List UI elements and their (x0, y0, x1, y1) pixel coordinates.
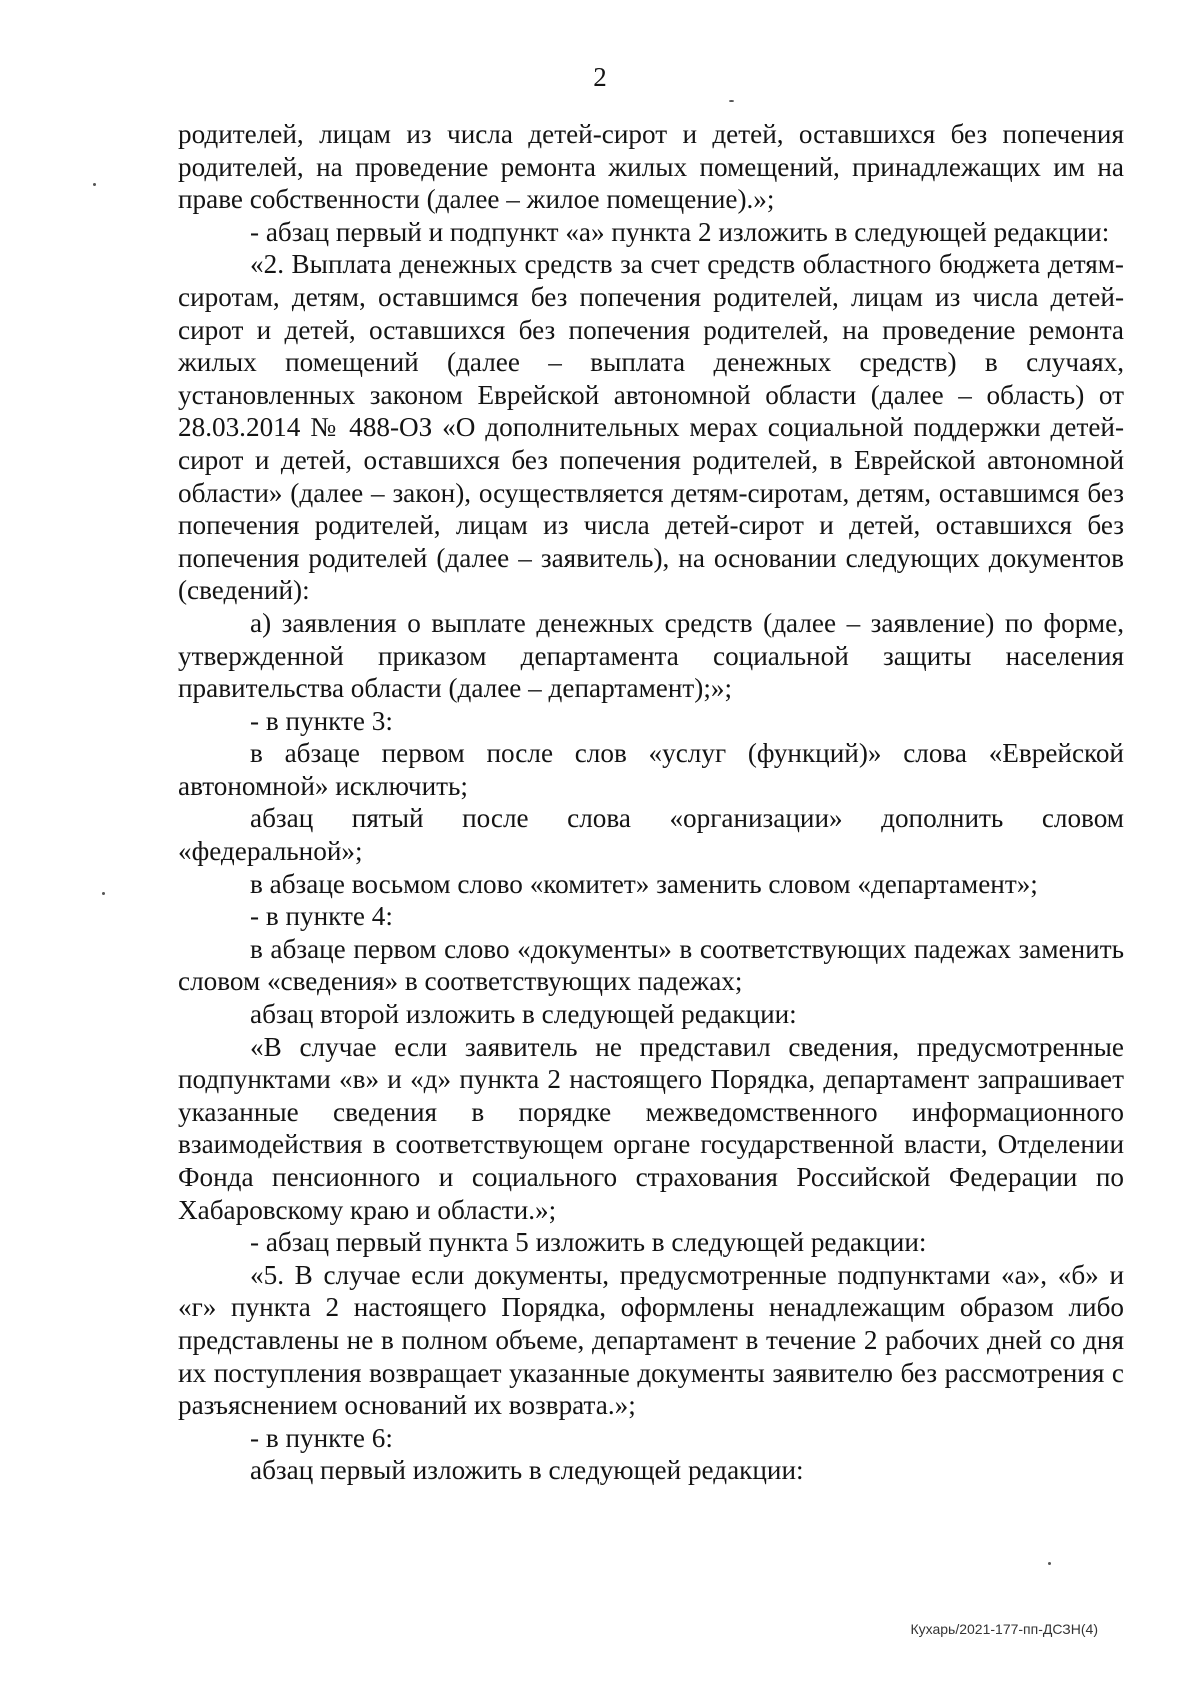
paragraph: - абзац первый пункта 5 изложить в следующей редакции: (250, 1227, 927, 1258)
scan-speck (102, 892, 105, 895)
document-code: Кухарь/2021-177-пп-ДСЗН(4) (910, 1621, 1098, 1637)
paragraph: в абзаце первом слово «документы» в соответствующих падежах заменить словом «сведения» в соответствующих падежах; (178, 933, 1124, 997)
paragraph: - в пункте 3: (250, 705, 393, 736)
paragraph: родителей, лицам из числа детей-сирот и детей, оставшихся без попечения родителей, на проведение ремонта жилых помещений, принадлежащих им на праве собственности (далее – жилое помещение).»; (178, 119, 1124, 215)
paragraph: «В случае если заявитель не представил сведения, предусмотренные подпунктами «в» и «д» пункта 2 настоящего Порядка, департамент запрашивает указанные сведения в порядке межведомственного информационного взаимодействия в соответствующем органе государственной власти, Отделении Фонда пенсионного и социального страхования Российской Федерации по Хабаровскому краю и области.»; (178, 1031, 1124, 1225)
paragraph: «5. В случае если документы, предусмотренные подпунктами «а», «б» и «г» пункта 2 настоящего Порядка, оформлены ненадлежащим образом либо представлены не в полном объеме, департамент в течение 2 рабочих дней со дня их поступления возвращает указанные документы заявителю без рассмотрения с разъяснением оснований их возврата.»; (178, 1259, 1124, 1421)
paragraph: - абзац первый и подпункт «а» пункта 2 изложить в следующей редакции: (250, 216, 1110, 247)
scan-speck (93, 183, 96, 186)
paragraph: - в пункте 4: (250, 901, 393, 932)
paragraph: абзац пятый после слова «организации» дополнить словом «федеральной»; (178, 803, 1124, 867)
paragraph: абзац второй изложить в следующей редакции: (250, 999, 797, 1030)
document-body (178, 118, 1124, 1487)
paragraph: в абзаце восьмом слово «комитет» заменить словом «департамент»; (250, 868, 1038, 899)
paragraph: - в пункте 6: (250, 1422, 393, 1453)
paragraph: в абзаце первом после слов «услуг (функций)» слова «Еврейской автономной» исключить; (178, 738, 1124, 801)
page-number: 2 (593, 62, 607, 92)
paragraph: абзац первый изложить в следующей редакции: (250, 1455, 804, 1486)
scan-speck (729, 100, 734, 102)
scan-speck (1048, 1562, 1051, 1565)
paragraph: «2. Выплата денежных средств за счет средств областного бюджета детям-сиротам, детям, оставшимся без попечения родителей, лицам из числа детей-сирот и детей, оставшихся без попечения родителей, на проведение ремонта жилых помещений (далее – выплата денежных средств) в случаях, установленных законом Еврейской автономной области (далее – область) от 28.03.2014 № 488-ОЗ «О дополнительных мерах социальной поддержки детей-сирот и детей, оставшихся без попечения родителей, в Еврейской автономной области» (далее – закон), осуществляется детям-сиротам, детям, оставшимся без попечения родителей, лицам из числа детей-сирот и детей, оставшихся без попечения родителей (далее – заявитель), на основании следующих документов (сведений): (178, 249, 1124, 606)
paragraph: а) заявления о выплате денежных средств (далее – заявление) по форме, утвержденной приказом департамента социальной защиты населения правительства области (далее – департамент);»; (178, 607, 1124, 704)
